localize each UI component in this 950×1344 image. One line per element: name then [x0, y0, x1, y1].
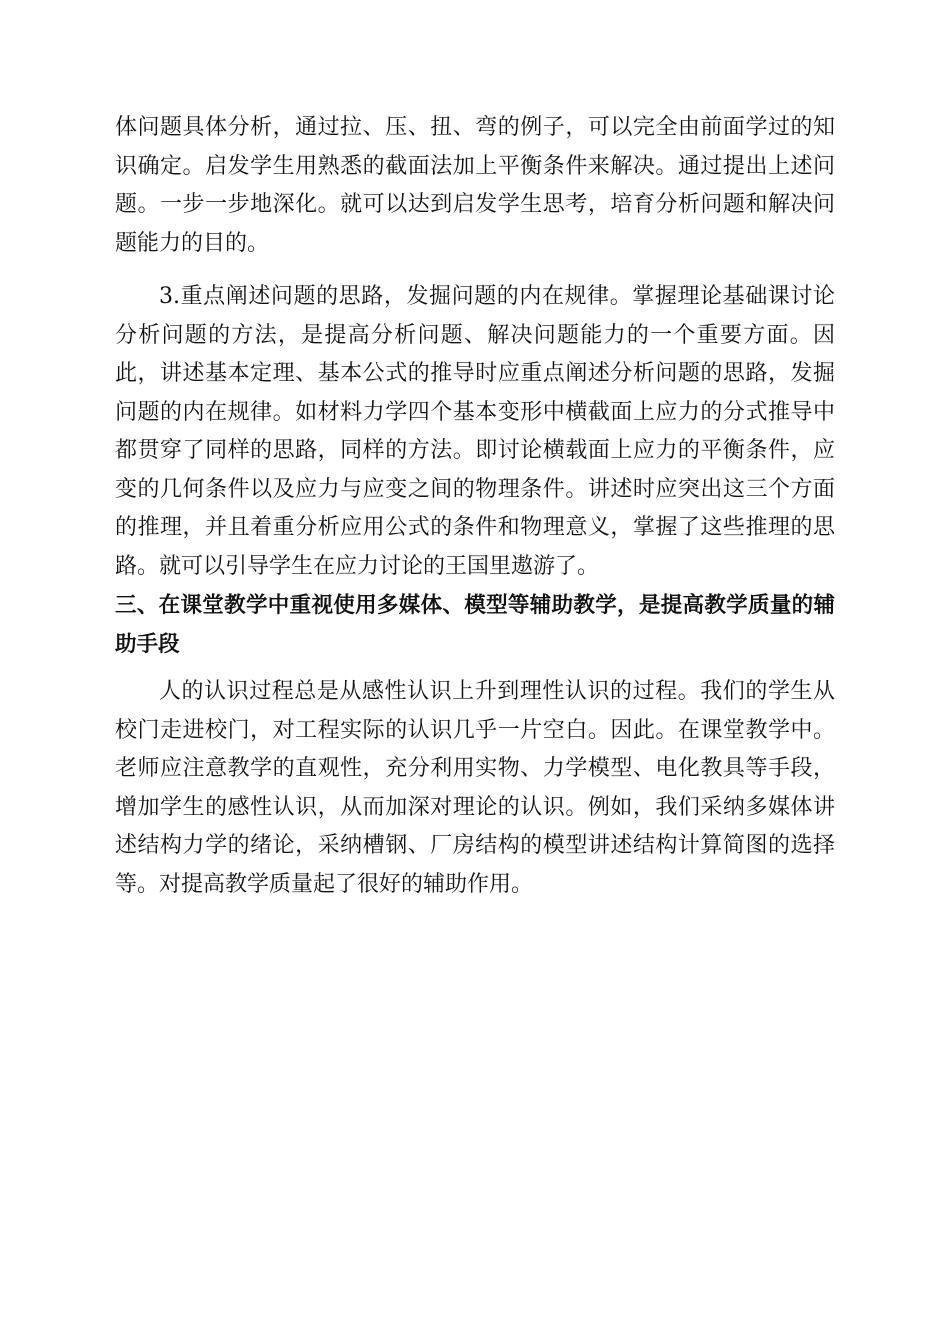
section-paragraph: 人的认识过程总是从感性认识上升到理性认识的过程。我们的学生从校门走进校门，对工程实际的认识几乎一片空白。因此。在课堂教学中。老师应注意教学的直观性，充分利用实物、力学模型、电化教具等手段，增加学生的感性认识，从而加深对理论的认识。例如，我们采纳多媒体讲述结构力学的绪论，采纳槽钢、厂房结构的模型讲述结构计算简图的选择等。对提高教学质量起了很好的辅助作用。 — [115, 679, 835, 897]
section-heading: 三、在课堂教学中重视使用多媒体、模型等辅助教学，是提高教学质量的辅助手段 — [115, 593, 835, 657]
paragraph-point-3: 3.重点阐述问题的思路，发掘问题的内在规律。掌握理论基础课讨论分析问题的方法，是提高分析问题、解决问题能力的一个重要方面。因此，讲述基本定理、基本公式的推导时应重点阐述分析问题的思路，发掘问题的内在规律。如材料力学四个基本变形中横截面上应力的分式推导中都贯穿了同样的思路，同样的方法。即讨论横载面上应力的平衡条件，应变的几何条件以及应力与应变之间的物理条件。讲述时应突出这三个方面的推理，并且着重分析应用公式的条件和物理意义，掌握了这些推理的思路。就可以引导学生在应力讨论的王国里遨游了。 — [115, 284, 835, 579]
document-page — [115, 109, 835, 904]
paragraph-continuation: 体问题具体分析，通过拉、压、扭、弯的例子，可以完全由前面学过的知识确定。启发学生用熟悉的截面法加上平衡条件来解决。通过提出上述问题。一步一步地深化。就可以达到启发学生思考，培育分析问题和解决问题能力的目的。 — [115, 115, 835, 256]
